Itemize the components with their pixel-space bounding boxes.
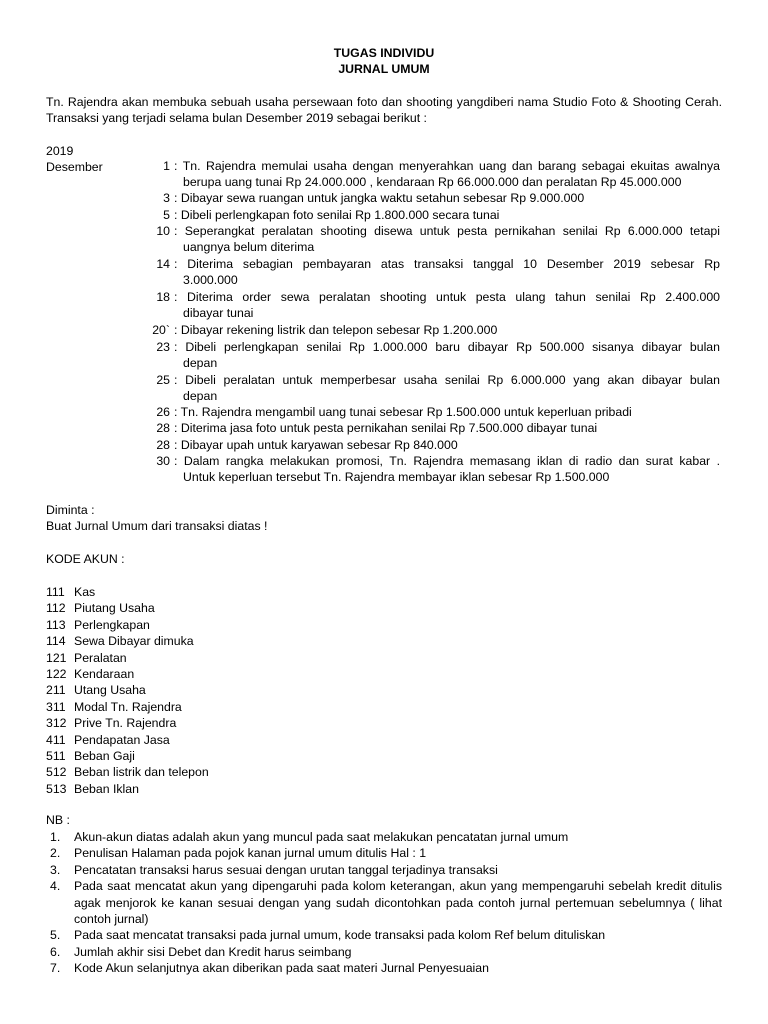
transaction-description [174, 339, 720, 372]
note-number: 1. [50, 830, 61, 844]
account-code-row [46, 748, 209, 764]
note-text: Pencatatan transaksi harus sesuai dengan urutan tanggal terjadinya transaksi [74, 862, 498, 877]
period-year: 2019 [46, 144, 74, 158]
account-code: 312 [46, 716, 67, 731]
account-code-row [46, 715, 209, 731]
notes-label: NB : [46, 813, 70, 827]
note-number: 5. [50, 928, 61, 943]
requested-text: Buat Jurnal Umum dari transaksi diatas ! [46, 519, 268, 533]
transaction-line1: : Diterima jasa foto untuk pesta pernikahan senilai Rp 7.500.000 dibayar tunai [174, 421, 598, 435]
transaction-line1: : Seperangkat peralatan shooting disewa untuk pesta pernikahan senilai Rp 6.000.000 tetapi [174, 224, 720, 238]
transaction-line1: : Diterima sebagian pembayaran atas transaksi tanggal 10 Desember 2019 sebesar Rp [174, 257, 720, 271]
notes-list [46, 829, 722, 977]
transaction-description [174, 289, 720, 322]
account-code: 121 [46, 650, 67, 665]
transaction-line2: Untuk keperluan tersebut Tn. Rajendra membayar iklan sebesar Rp 1.500.000 [183, 470, 610, 485]
transaction-day: 25 [156, 373, 170, 387]
note-text: Pada saat mencatat akun yang dipengaruhi pada kolom keterangan, akun yang mempengaruhi sebelah kredit ditulis agak menjorok ke kanan sesuai dengan yang sudah dicontohkan pada contoh jurnal pertemuan sebelumnya ( lihat contoh jurnal) [74, 879, 722, 927]
transaction-day: 26 [156, 405, 170, 419]
doc-subtitle: JURNAL UMUM [338, 62, 430, 76]
note-item [46, 829, 722, 845]
transaction-day: 14 [156, 257, 170, 271]
account-name: Modal Tn. Rajendra [74, 699, 182, 714]
transaction-line1: : Dibeli perlengkapan senilai Rp 1.000.000 baru dibayar Rp 500.000 sisanya dibayar bulan [174, 340, 720, 354]
transaction-description [174, 223, 720, 256]
doc-title: TUGAS INDIVIDU [333, 46, 435, 60]
transaction-day: 10 [156, 224, 170, 238]
note-number: 2. [50, 846, 61, 861]
transaction-description [174, 190, 720, 206]
account-code-row [46, 650, 209, 666]
account-code-row [46, 600, 209, 616]
account-code-row [46, 781, 209, 797]
note-number: 3. [50, 862, 61, 877]
transaction-day: 1 [163, 159, 170, 173]
transaction-description [174, 453, 720, 486]
transaction-description [174, 322, 720, 338]
transaction-line2: depan [183, 389, 218, 404]
note-text: Pada saat mencatat transaksi pada jurnal umum, kode transaksi pada kolom Ref belum dituliskan [74, 928, 606, 943]
note-item [46, 927, 722, 943]
transaction-line2: dibayar tunai [183, 306, 254, 321]
note-text: Akun-akun diatas adalah akun yang muncul pada saat melakukan pencatatan jurnal umum [74, 830, 569, 844]
transaction-day: 23 [156, 340, 170, 354]
transaction-line1: : Diterima order sewa peralatan shooting untuk pesta ulang tahun senilai Rp 2.400.000 [174, 290, 720, 304]
transaction-line2: 3.000.000 [183, 273, 238, 288]
transaction-day: 28 [156, 438, 170, 452]
account-name: Beban Iklan [74, 781, 139, 796]
note-number: 4. [50, 879, 61, 894]
period-month: Desember [46, 160, 103, 174]
transaction-day: 20` [152, 323, 170, 337]
account-name: Utang Usaha [74, 683, 146, 698]
transaction-line1: : Tn. Rajendra mengambil uang tunai sebesar Rp 1.500.000 untuk keperluan pribadi [174, 405, 632, 419]
account-name: Beban listrik dan telepon [74, 765, 209, 780]
transaction-description [174, 256, 720, 289]
transaction-day: 28 [156, 421, 170, 435]
account-code: 512 [46, 765, 67, 780]
account-code: 513 [46, 781, 67, 796]
account-name: Perlengkapan [74, 617, 150, 632]
transaction-description [174, 437, 720, 453]
account-code: 511 [46, 748, 66, 763]
account-code: 112 [46, 601, 66, 616]
note-item [46, 862, 722, 878]
note-text: Jumlah akhir sisi Debet dan Kredit harus seimbang [74, 944, 352, 959]
transaction-description [174, 207, 720, 223]
account-code-row [46, 764, 209, 780]
account-name: Beban Gaji [74, 748, 135, 763]
account-code-row [46, 699, 209, 715]
account-code: 411 [46, 732, 66, 747]
account-code-row [46, 633, 209, 649]
transaction-line1: : Dalam rangka melakukan promosi, Tn. Rajendra memasang iklan di radio dan surat kabar . [174, 454, 720, 468]
note-number: 6. [50, 944, 61, 959]
note-item [46, 878, 722, 927]
account-name: Kendaraan [74, 666, 135, 681]
account-code-row [46, 617, 209, 633]
account-code: 122 [46, 666, 67, 681]
account-codes-label: KODE AKUN : [46, 552, 125, 566]
transaction-line1: : Dibeli perlengkapan foto senilai Rp 1.800.000 secara tunai [174, 208, 500, 222]
note-item [46, 845, 722, 861]
transaction-day: 18 [156, 290, 170, 304]
account-code: 111 [46, 585, 65, 599]
intro-paragraph: Tn. Rajendra akan membuka sebuah usaha persewaan foto dan shooting yangdiberi nama Studio Foto & Shooting Cerah. Transaksi yang terjadi selama bulan Desember 2019 sebagai berikut : [46, 95, 722, 126]
account-code-row [46, 682, 209, 698]
account-code-row [46, 732, 209, 748]
account-name: Kas [74, 585, 96, 599]
account-code: 114 [46, 634, 66, 649]
account-code-row [46, 666, 209, 682]
note-text: Penulisan Halaman pada pojok kanan jurnal umum ditulis Hal : 1 [74, 846, 427, 861]
note-item [46, 944, 722, 960]
requested-label: Diminta : [46, 503, 95, 517]
account-name: Sewa Dibayar dimuka [74, 634, 194, 649]
account-name: Peralatan [74, 650, 127, 665]
transaction-day: 5 [163, 208, 170, 222]
transaction-line1: : Dibayar sewa ruangan untuk jangka waktu setahun sebesar Rp 9.000.000 [174, 191, 585, 205]
transaction-description [174, 372, 720, 405]
transaction-description [174, 404, 720, 420]
transaction-line2: uangnya belum diterima [183, 240, 315, 255]
account-name: Pendapatan Jasa [74, 732, 170, 747]
transaction-day: 3 [163, 191, 170, 205]
note-text: Kode Akun selanjutnya akan diberikan pada saat materi Jurnal Penyesuaian [74, 961, 489, 976]
transaction-line1: : Dibayar upah untuk karyawan sebesar Rp 840.000 [174, 438, 458, 452]
account-name: Piutang Usaha [74, 601, 155, 616]
transaction-line1: : Tn. Rajendra memulai usaha dengan menyerahkan uang dan barang sebagai ekuitas awalnya [174, 159, 720, 173]
note-number: 7. [50, 961, 61, 976]
account-code: 211 [46, 683, 66, 698]
transaction-line1: : Dibayar rekening listrik dan telepon sebesar Rp 1.200.000 [174, 323, 498, 337]
transaction-description [174, 420, 720, 436]
transaction-line1: : Dibeli peralatan untuk memperbesar usaha senilai Rp 6.000.000 yang akan dibayar bulan [174, 373, 720, 387]
transaction-description [174, 158, 720, 191]
account-code: 113 [46, 617, 66, 632]
transaction-day: 30 [156, 454, 170, 468]
account-code: 311 [46, 699, 66, 714]
transaction-line2: berupa uang tunai Rp 24.000.000 , kendaraan Rp 66.000.000 dan peralatan Rp 45.000.000 [183, 175, 682, 190]
account-code-list [46, 584, 209, 797]
transaction-line2: depan [183, 356, 218, 371]
note-item [46, 960, 722, 976]
account-name: Prive Tn. Rajendra [74, 716, 177, 731]
account-code-row [46, 584, 209, 600]
